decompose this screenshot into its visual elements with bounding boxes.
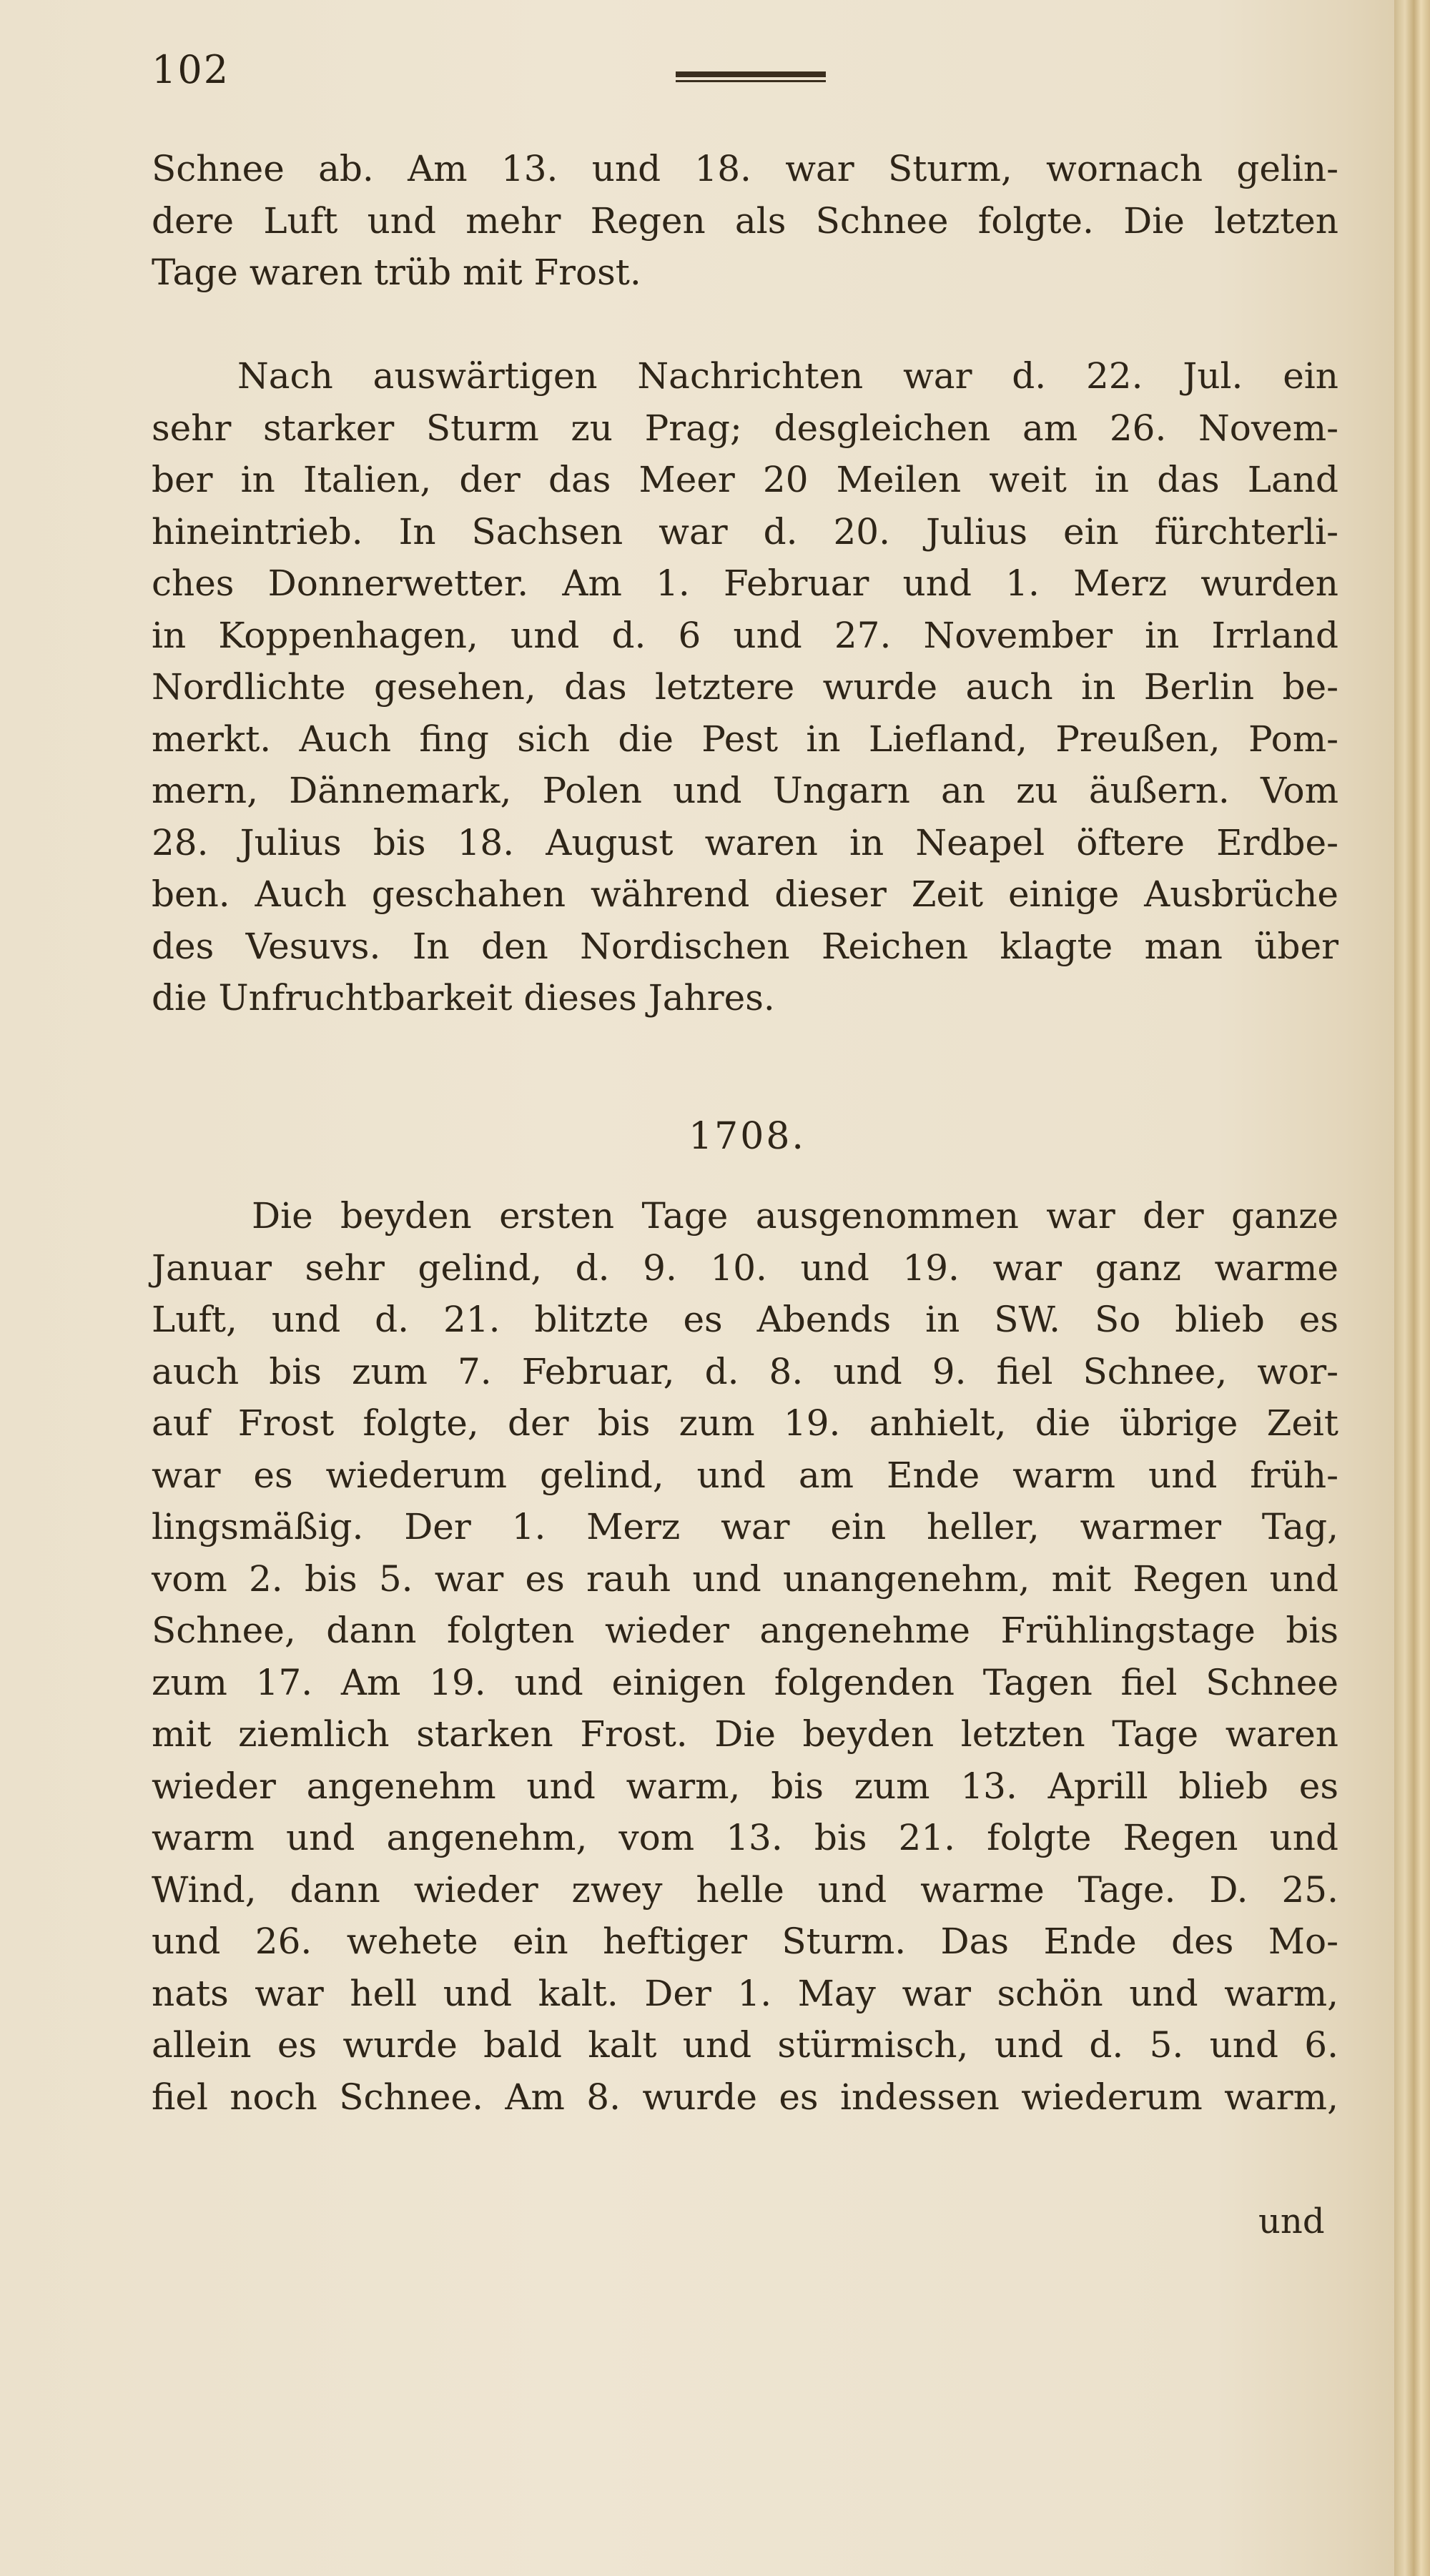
paragraph-foreign-news (152, 350, 1338, 1024)
text-line: und 26. wehete ein heftiger Sturm. Das Ende des Mo- (152, 1921, 1338, 1962)
text-line: Wind, dann wieder zwey helle und warme Tage. D. 25. (152, 1868, 1338, 1911)
text-line: Nach auswärtigen Nachrichten war d. 22. Jul. ein (237, 355, 1338, 397)
text-line: mit ziemlich starken Frost. Die beyden letzten Tage waren (152, 1713, 1338, 1755)
text-line: des Vesuvs. In den Nordischen Reichen klagte man über (152, 925, 1338, 967)
text-line: wieder angenehm und warm, bis zum 13. Aprill blieb es (152, 1765, 1338, 1807)
text-line: 28. Julius bis 18. August waren in Neapel öftere Erdbe- (152, 821, 1338, 863)
text-line: warm und angenehm, vom 13. bis 21. folgte Regen und (152, 1817, 1338, 1858)
text-line: die Unfruchtbarkeit dieses Jahres. (152, 977, 775, 1019)
text-line: war es wiederum gelind, und am Ende warm und früh- (152, 1454, 1338, 1496)
text-line: ches Donnerwetter. Am 1. Februar und 1. Merz wurden (152, 563, 1338, 604)
text-line: Schnee ab. Am 13. und 18. war Sturm, wornach gelin- (152, 148, 1338, 189)
text-line: sehr starker Sturm zu Prag; desgleichen am 26. Novem- (152, 407, 1338, 449)
text-line: nats war hell und kalt. Der 1. May war schön und warm, (152, 1972, 1338, 2014)
paragraph-continuation (152, 143, 1338, 299)
text-line: ber in Italien, der das Meer 20 Meilen weit in das Land (152, 459, 1338, 500)
text-line: Schnee, dann folgten wieder angenehme Frühlingstage bis (152, 1610, 1338, 1651)
text-line: zum 17. Am 19. und einigen folgenden Tagen fiel Schnee (152, 1661, 1338, 1703)
text-line: mern, Dännemark, Polen und Ungarn an zu äußern. Vom (152, 770, 1338, 811)
text-line: in Koppenhagen, und d. 6 und 27. November in Irrland (152, 614, 1338, 656)
text-line: fiel noch Schnee. Am 8. wurde es indessen wiederum warm, (152, 2076, 1338, 2118)
text-line: auch bis zum 7. Februar, d. 8. und 9. fiel Schnee, wor- (152, 1350, 1338, 1392)
page-edge (1394, 0, 1430, 2576)
paragraph-1708 (152, 1190, 1338, 2123)
text-line: dere Luft und mehr Regen als Schnee folgte. Die letzten (152, 199, 1338, 242)
catchword: und (1258, 2201, 1325, 2241)
text-line: auf Frost folgte, der bis zum 19. anhielt, die übrige Zeit (152, 1402, 1338, 1444)
page-number: 102 (152, 47, 230, 92)
text-line: allein es wurde bald kalt und stürmisch, und d. 5. und 6. (152, 2024, 1338, 2066)
text-line: Luft, und d. 21. blitzte es Abends in SW. So blieb es (152, 1299, 1338, 1340)
text-line: vom 2. bis 5. war es rauh und unangenehm, mit Regen und (152, 1557, 1338, 1600)
year-heading: 1708. (689, 1115, 806, 1158)
text-line: Nordlichte gesehen, das letztere wurde auch in Berlin be- (152, 666, 1338, 708)
text-line: Die beyden ersten Tage ausgenommen war der ganze (252, 1195, 1338, 1237)
text-line: lingsmäßig. Der 1. Merz war ein heller, warmer Tag, (152, 1506, 1338, 1547)
text-line: hineintrieb. In Sachsen war d. 20. Julius ein fürchterli- (152, 510, 1338, 553)
header-ornament (676, 71, 826, 87)
text-line: merkt. Auch fing sich die Pest in Liefland, Preußen, Pom- (152, 718, 1338, 760)
text-line: ben. Auch geschahen während dieser Zeit einige Ausbrüche (152, 873, 1338, 915)
text-line: Januar sehr gelind, d. 9. 10. und 19. war ganz warme (152, 1247, 1338, 1289)
text-line: Tage waren trüb mit Frost. (152, 252, 641, 293)
